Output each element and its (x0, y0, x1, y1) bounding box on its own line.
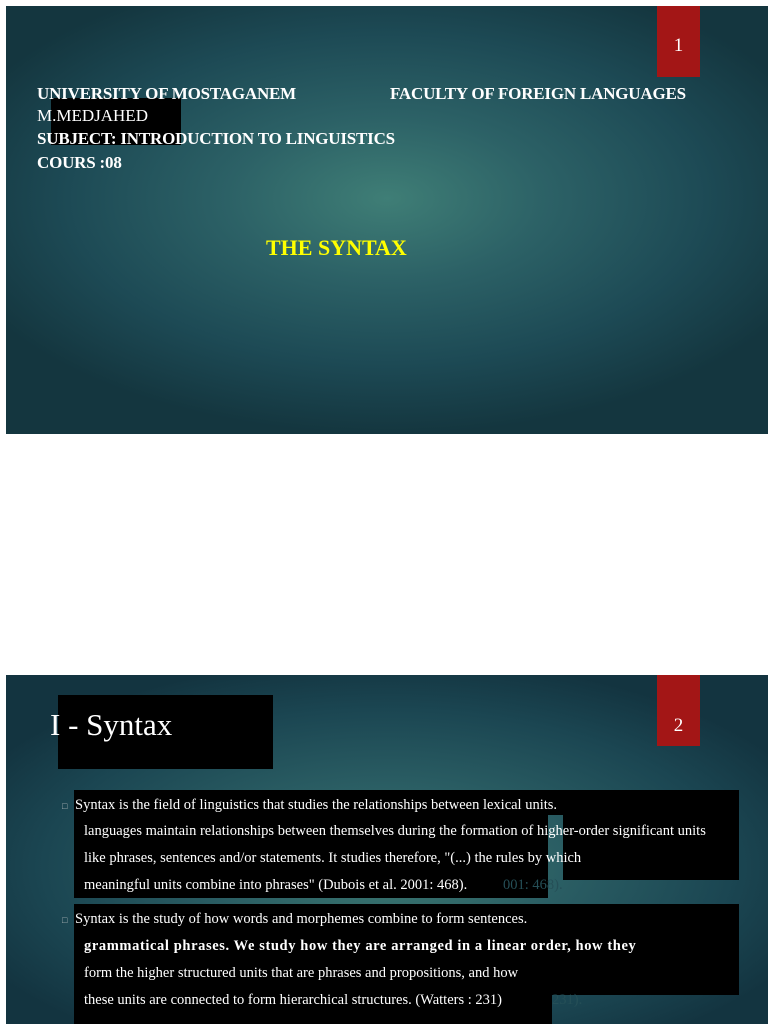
square-bullet-icon: □ (62, 915, 68, 925)
slide-2 (6, 675, 768, 1024)
bullet1-line1: Syntax is the field of linguistics that studies the relationships between lexical units. (75, 797, 558, 813)
bullet2-line1: Syntax is the study of how words and morphemes combine to form sentences. (75, 911, 528, 927)
bullet1-line4: meaningful units combine into phrases" (Dubois et al. 2001: 468). (84, 877, 468, 893)
bullet1-line3: like phrases, sentences and/or statements. It studies therefore, "(...) the rules by which (84, 850, 582, 866)
slide-number-badge: 2 (657, 675, 700, 746)
subject-line: SUBJECT: INTRODUCTION TO LINGUISTICS (37, 129, 395, 148)
bullet2-line4: these units are connected to form hierarchical structures. (Watters : 231) (84, 992, 502, 1008)
bullet1-ghost-text: 001: 468). (503, 877, 563, 893)
square-bullet-icon: □ (62, 801, 68, 811)
bullet2-line2: grammatical phrases. We study how they are arranged in a linear order, how they (84, 938, 637, 954)
section-title: I - Syntax (50, 707, 173, 742)
slide-number-badge: 1 (657, 6, 700, 77)
course-line: COURS :08 (37, 153, 122, 172)
university-name: UNIVERSITY OF MOSTAGANEM (37, 84, 297, 103)
author-name: M.MEDJAHED (37, 106, 148, 125)
slide-title: THE SYNTAX (266, 235, 407, 260)
bullet2-ghost-text: 231). (552, 992, 583, 1008)
bullet1-line2: languages maintain relationships between themselves during the formation of higher-order significant units (84, 823, 706, 839)
bullet2-line3: form the higher structured units that are phrases and propositions, and how (84, 965, 519, 981)
slide-1 (6, 6, 768, 434)
faculty-name: FACULTY OF FOREIGN LANGUAGES (390, 84, 686, 103)
